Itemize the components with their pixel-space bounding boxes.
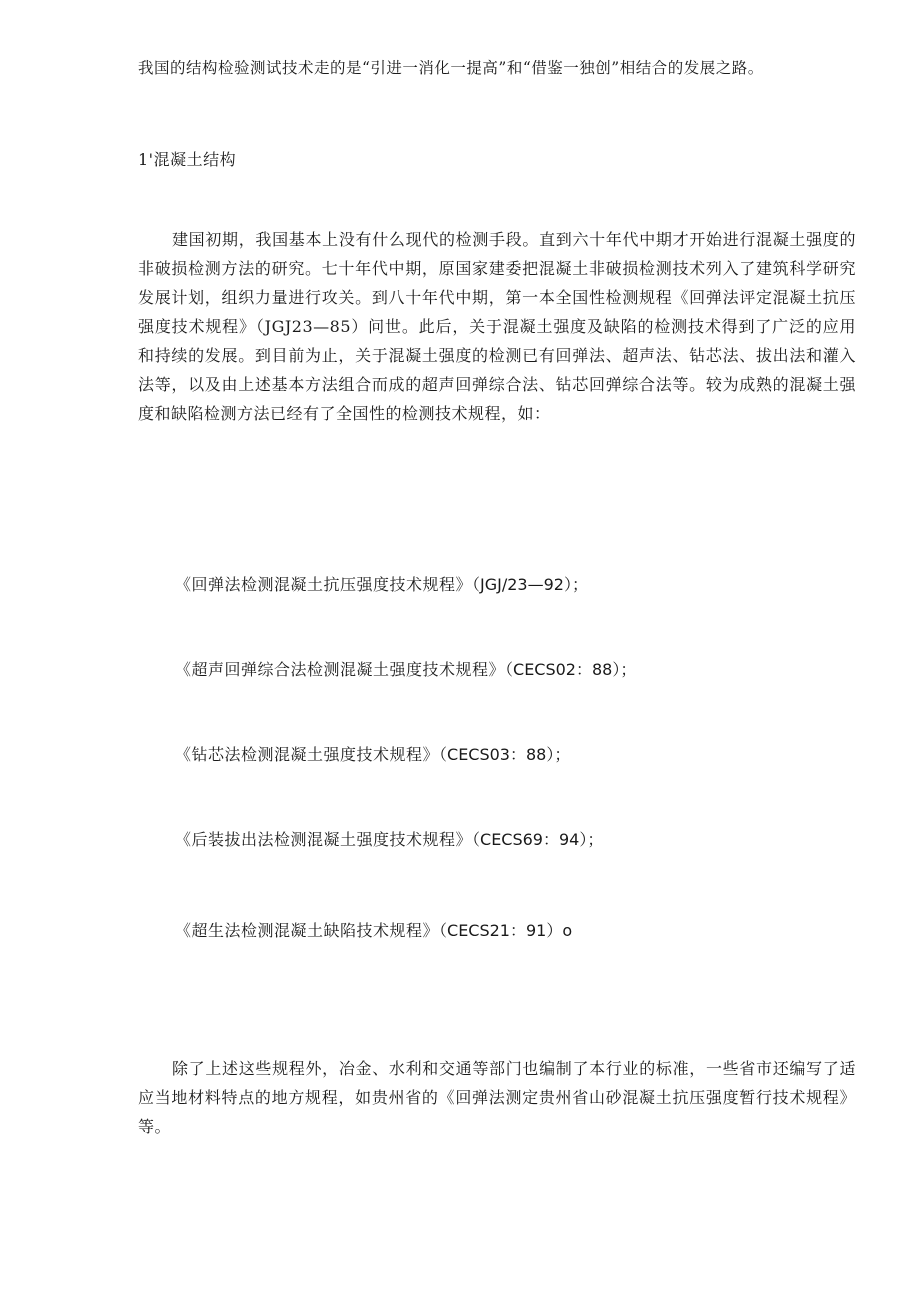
standard-title: 《回弹法检测混凝土抗压强度技术规程》 (175, 575, 473, 594)
history-paragraph: 建国初期，我国基本上没有什么现代的检测手段。直到六十年代中期才开始进行混凝土强度的非破损检测方法的研究。七十年代中期，原国家建委把混凝土非破损检测技术列入了建筑科学研究发展计划，组织力量进行攻关。到八十年代中期，第一本全国性检测规程《回弹法评定混凝土抗压强度技术规程》（JGJ23—85）问世。此后，关于混凝土强度及缺陷的检测技术得到了广泛的应用和持续的发展。到目前为止，关于混凝土强度的检测已有回弹法、超声法、钻芯法、拔出法和灌入法等，以及由上述基本方法组合而成的超声回弹综合法、钻芯回弹综合法等。较为成熟的混凝土强度和缺陷检测方法已经有了全国性的检测技术规程，如： (138, 230, 856, 423)
closing-paragraph: 除了上述这些规程外，冶金、水利和交通等部门也编制了本行业的标准，一些省市还编写了适应当地材料特点的地方规程，如贵州省的《回弹法测定贵州省山砂混凝土抗压强度暂行技术规程》等。 (138, 1059, 856, 1136)
standard-code: （JGJ/23—92）； (472, 575, 588, 594)
intro-sentence: 我国的结构检验测试技术走的是“引进一消化一提高”和“借鉴一独创”相结合的发展之路。 (138, 59, 764, 77)
standard-item (175, 916, 572, 945)
standard-title: 《超声回弹综合法检测混凝土强度技术规程》 (175, 660, 506, 679)
standard-title: 《钻芯法检测混凝土强度技术规程》 (175, 745, 440, 764)
standard-item (175, 825, 603, 854)
section-heading: 1'混凝土结构 (138, 150, 237, 169)
standard-code: （CECS69：94）； (472, 830, 604, 849)
standard-title: 《超生法检测混凝土缺陷技术规程》 (175, 921, 440, 940)
standard-code: （CECS21：91）o (439, 921, 573, 940)
standard-title: 《后装拔出法检测混凝土强度技术规程》 (175, 830, 473, 849)
standard-item (175, 740, 570, 769)
standard-code: （CECS02：88）； (505, 660, 637, 679)
standard-item (175, 655, 636, 684)
standard-item (175, 570, 588, 599)
standard-code: （CECS03：88）； (439, 745, 571, 764)
